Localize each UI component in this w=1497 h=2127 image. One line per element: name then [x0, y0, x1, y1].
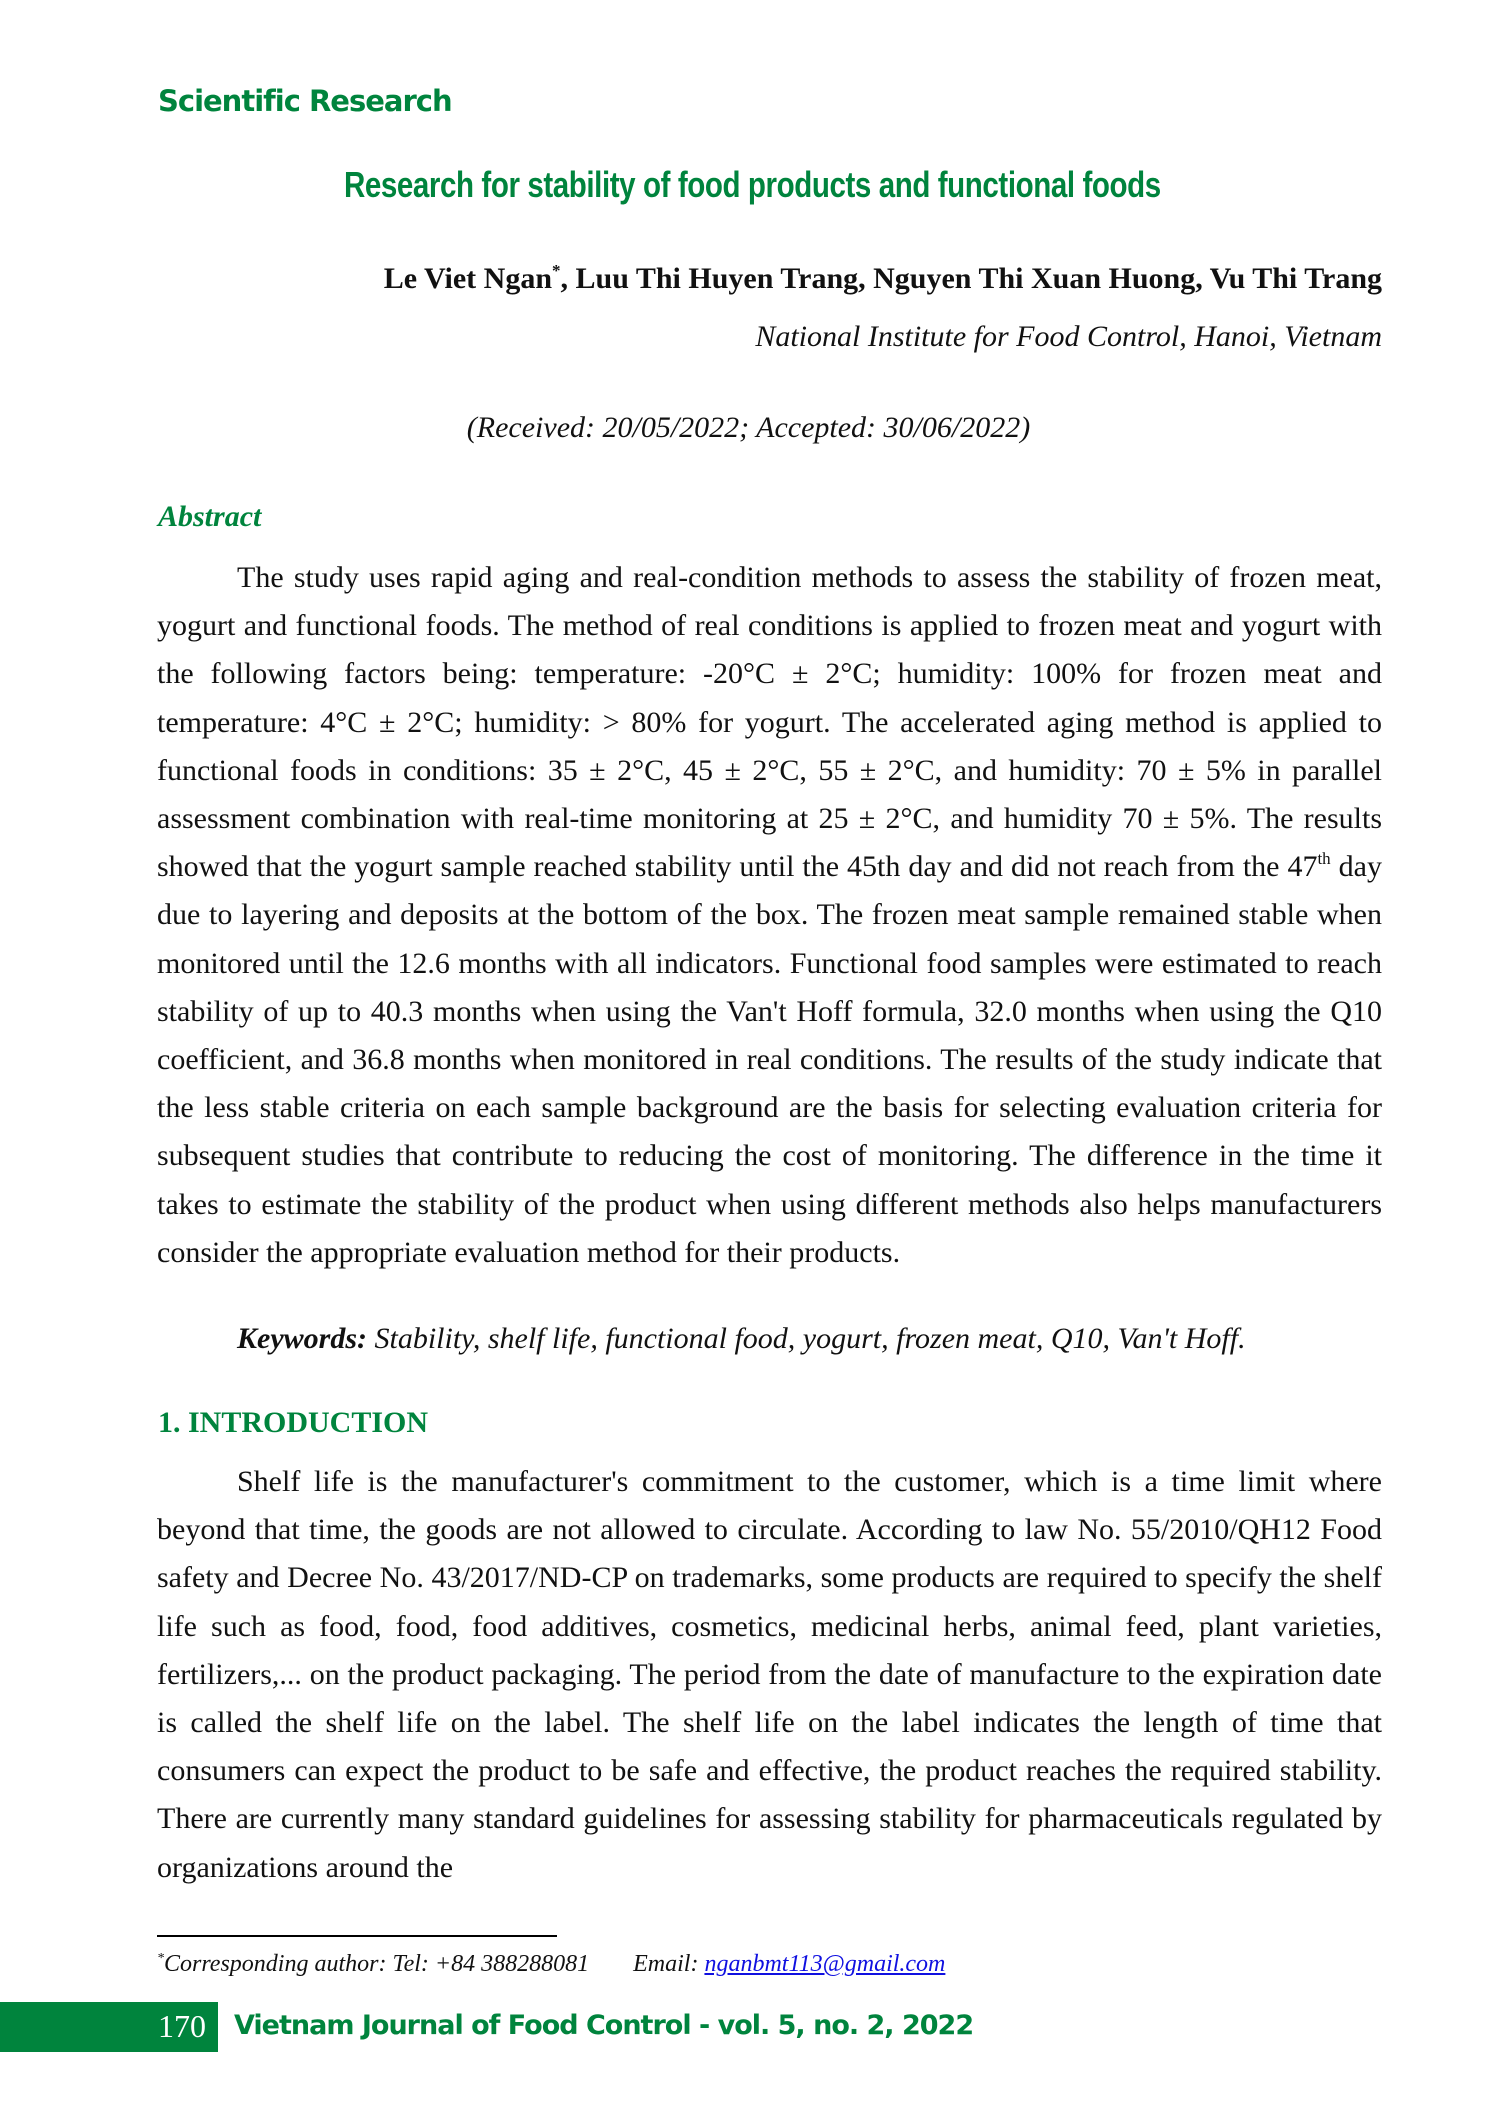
- abstract-text: [157, 554, 1382, 1277]
- introduction-text: Shelf life is the manufacturer's commitment to the customer, which is a time limit where beyond that time, the goods are not allowed to circulate. According to law No. 55/2010/QH12 Food safety and Decree No. 43/2017/ND-CP on trademarks, some products are required to specify the shelf life such as food, food, food additives, cosmetics, medicinal herbs, animal feed, plant varieties, fertilizers,... on the product packaging. The period from the date of manufacture to the expiration date is called the shelf life on the label. The shelf life on the label indicates the length of time that consumers can expect the product to be safe and effective, the product reaches the required stability. There are currently many standard guidelines for assessing stability for pharmaceuticals regulated by organizations around the: [157, 1465, 1382, 1884]
- received-accepted-dates: (Received: 20/05/2022; Accepted: 30/06/2022): [466, 411, 1031, 444]
- corresponding-mark: *: [552, 261, 561, 280]
- footnote-contact: Corresponding author: Tel: +84 388288081: [164, 1951, 590, 1977]
- other-authors: , Luu Thi Huyen Trang, Nguyen Thi Xuan Huong, Vu Thi Trang: [560, 262, 1382, 295]
- abstract-text-part: day due to layering and deposits at the bottom of the box. The frozen meat sample remained stable when monitored until the 12.6 months with all indicators. Functional food samples were estimated to reach stability of up to 40.3 months when using the Van't Hoff formula, 32.0 months when using the Q10 coefficient, and 36.8 months when monitored in real conditions. The results of the study indicate that the less stable criteria on each sample background are the basis for selecting evaluation criteria for subsequent studies that contribute to reducing the cost of monitoring. The difference in the time it takes to estimate the stability of the product when using different methods also helps manufacturers consider the appropriate evaluation method for their products.: [157, 850, 1382, 1269]
- keywords-list: Stability, shelf life, functional food, yogurt, frozen meat, Q10, Van't Hoff.: [367, 1322, 1246, 1355]
- page-number-box: [0, 2002, 218, 2052]
- keywords: [237, 1322, 1246, 1356]
- affiliation: National Institute for Food Control, Hanoi, Vietnam: [755, 320, 1382, 353]
- keywords-label: Keywords:: [237, 1322, 367, 1355]
- abstract-heading: Abstract: [158, 500, 262, 533]
- ordinal-superscript: th: [1317, 849, 1331, 869]
- journal-name: Vietnam Journal of Food Control - vol. 5, no. 2, 2022: [234, 2010, 974, 2041]
- footnote-divider: [157, 1935, 557, 1937]
- article-title: Research for stability of food products and functional foods: [343, 164, 1161, 205]
- footnote: [157, 1951, 945, 1978]
- email-link[interactable]: nganbmt113@gmail.com: [704, 1951, 946, 1977]
- email-label: Email:: [633, 1951, 705, 1977]
- footnote-mark: *: [157, 1951, 164, 1966]
- section-label: Scientific Research: [158, 84, 452, 118]
- introduction-heading: 1. INTRODUCTION: [158, 1406, 429, 1439]
- page-number: 170: [158, 2008, 206, 2044]
- first-author: Le Viet Ngan: [383, 262, 553, 295]
- abstract-text-part: The study uses rapid aging and real-condition methods to assess the stability of frozen meat, yogurt and functional foods. The method of real conditions is applied to frozen meat and yogurt with the following factors being: temperature: -20°C ± 2°C; humidity: 100% for frozen meat and temperature: 4°C ± 2°C; humidity: > 80% for yogurt. The accelerated aging method is applied to functional foods in conditions: 35 ± 2°C, 45 ± 2°C, 55 ± 2°C, and humidity: 70 ± 5% in parallel assessment combination with real-time monitoring at 25 ± 2°C, and humidity 70 ± 5%. The results showed that the yogurt sample reached stability until the 45th day and did not reach from the 47: [157, 561, 1382, 884]
- author-list: [384, 262, 1382, 296]
